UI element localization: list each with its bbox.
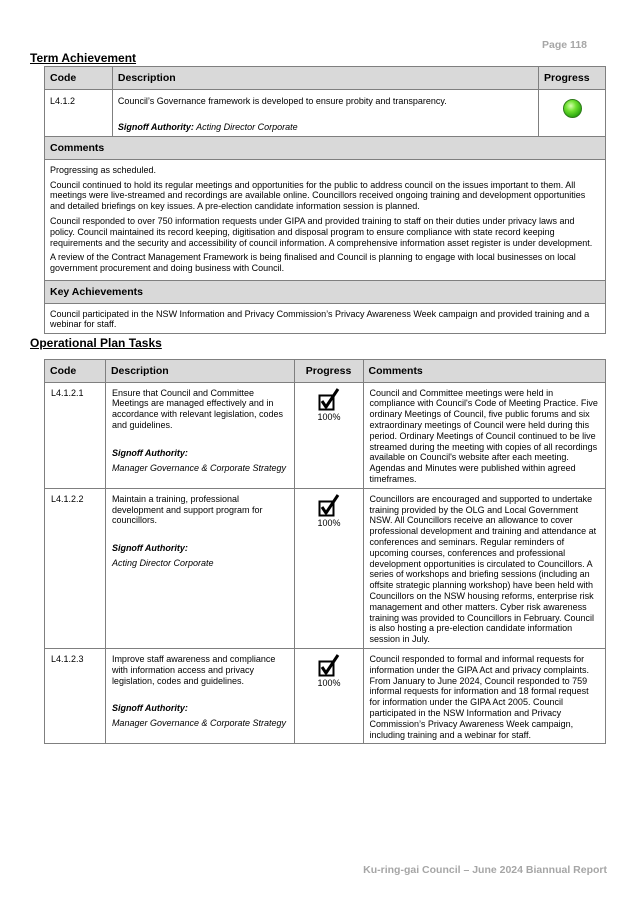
- task-signoff-value: Acting Director Corporate: [111, 557, 214, 568]
- task-progress-cell: [294, 648, 363, 743]
- term-signoff-value: Acting Director Corporate: [196, 122, 298, 133]
- operational-plan-table: [44, 359, 606, 744]
- col-header-description: Description: [105, 360, 294, 383]
- progress-percent: 100%: [317, 677, 341, 688]
- task-signoff-value: Manager Governance & Corporate Strategy: [111, 462, 287, 473]
- task-signoff-value: Manager Governance & Corporate Strategy: [111, 718, 287, 729]
- ops-header-row: [45, 360, 606, 383]
- comment-paragraph: Progressing as scheduled.: [50, 164, 157, 175]
- term-row: [45, 89, 606, 137]
- term-achievement-table: [44, 66, 606, 334]
- table-row: [45, 648, 606, 743]
- term-description-cell: [112, 89, 538, 137]
- table-row: [45, 382, 606, 488]
- term-progress-cell: [539, 89, 606, 137]
- term-code: L4.1.2: [45, 89, 113, 137]
- progress-percent: 100%: [317, 411, 341, 422]
- report-footer: Ku-ring-gai Council – June 2024 Biannual Report: [363, 864, 607, 876]
- comments-title: Comments: [45, 137, 606, 160]
- term-signoff-label: Signoff Authority:: [117, 122, 194, 133]
- task-description: Maintain a training, professional development and support program for councillors.: [111, 493, 263, 526]
- task-code: L4.1.2.2: [45, 488, 106, 648]
- term-description: Council’s Governance framework is developed to ensure probity and transparency.: [117, 95, 447, 106]
- operational-plan-tasks-title: Operational Plan Tasks: [30, 336, 162, 350]
- checkbox-checked-icon: [318, 494, 340, 518]
- col-header-progress: Progress: [539, 67, 606, 90]
- comments-row: [45, 159, 606, 280]
- task-comments: Council responded to formal and informal requests for information under the GIPA Act and privacy complaints. From January to June 2024, Council responded to 759 informal requests for information and 18 formal request for information under the GIPA Act 2005. Council participated in the NSW Information and Privacy Commission’s Privacy Awareness Week campaign, including training and a webinar for staff.: [363, 648, 605, 743]
- term-signoff: [118, 122, 533, 133]
- col-header-progress: Progress: [294, 360, 363, 383]
- col-header-code: Code: [45, 360, 106, 383]
- comments-cell: [45, 159, 606, 280]
- col-header-code: Code: [45, 67, 113, 90]
- key-achievements-title: Key Achievements: [45, 280, 606, 303]
- page-number: Page 118: [542, 39, 587, 51]
- comments-header-row: [45, 137, 606, 160]
- task-description-cell: [105, 382, 294, 488]
- green-status-light-icon: [563, 99, 582, 118]
- comment-paragraph: Council continued to hold its regular meetings and opportunities for the public to address council on the issues important to them. All meetings were live-streamed and recordings are available online. Councillors received ongoing training and development opportunities and detailed briefings on key issues. A pre-election candidate information session is planned.: [50, 179, 586, 212]
- key-achievements-row: [45, 303, 606, 334]
- task-progress-cell: [294, 488, 363, 648]
- col-header-comments: Comments: [363, 360, 605, 383]
- task-comments: Councillors are encouraged and supported to undertake training provided by the OLG and Local Government NSW. All Councillors receive an allowance to cover professional development and training and attendance at conferences and seminars. Regular reminders of upcoming courses, conferences and professional development opportunities is circulated to Councillors. A series of workshops and briefing sessions (including an offsite strategic planning workshop) have been held with Councillors on the NSW housing reforms, enterprise risk management and other matters. Cyber risk awareness training was provided to Councillors in February. Council is also hosting a pre-election candidate information session in July.: [363, 488, 605, 648]
- task-signoff-label: Signoff Authority:: [111, 447, 188, 458]
- task-comments: Council and Committee meetings were held in compliance with Council's Code of Meeting Practice. Five ordinary Meetings of Council, five public forums and six extraordinary meetings of Council were held during this period. Ordinary Meetings of Council continued to be live streamed during the meeting with copies of all recordings available on Council's website after each meeting. Agendas and Minutes were published within agreed timeframes.: [363, 382, 605, 488]
- col-header-description: Description: [112, 67, 538, 90]
- task-signoff-label: Signoff Authority:: [111, 703, 188, 714]
- task-code: L4.1.2.1: [45, 382, 106, 488]
- task-description: Improve staff awareness and compliance with information access and privacy legislation, codes and guidelines.: [111, 653, 276, 686]
- key-achievements-header-row: [45, 280, 606, 303]
- term-header-row: [45, 67, 606, 90]
- table-row: [45, 488, 606, 648]
- comment-paragraph: A review of the Contract Management Framework is being finalised and Council is planning to engage with local businesses on local government procurement and doing business with Council.: [50, 252, 576, 274]
- comment-paragraph: Council responded to over 750 information requests under GIPA and provided training to staff on their duties under privacy laws and policy. Council maintained its record keeping, digitisation and disposal program to ensure compliance with state record keeping requirements and the security and accessibility of council information. A comprehensive information asset register is under development.: [50, 215, 593, 248]
- checkbox-checked-icon: [318, 654, 340, 678]
- checkbox-checked-icon: [318, 388, 340, 412]
- task-description-cell: [105, 648, 294, 743]
- key-achievements-text: Council participated in the NSW Information and Privacy Commission’s Privacy Awareness Week campaign and provided training and a webinar for staff.: [45, 303, 606, 334]
- task-description-cell: [105, 488, 294, 648]
- task-description: Ensure that Council and Committee Meetings are managed effectively and in accordance with relevant legislation, codes and guidelines.: [111, 387, 284, 430]
- task-signoff-label: Signoff Authority:: [111, 543, 188, 554]
- task-progress-cell: [294, 382, 363, 488]
- task-code: L4.1.2.3: [45, 648, 106, 743]
- progress-percent: 100%: [317, 517, 341, 528]
- term-achievement-title: Term Achievement: [30, 51, 137, 65]
